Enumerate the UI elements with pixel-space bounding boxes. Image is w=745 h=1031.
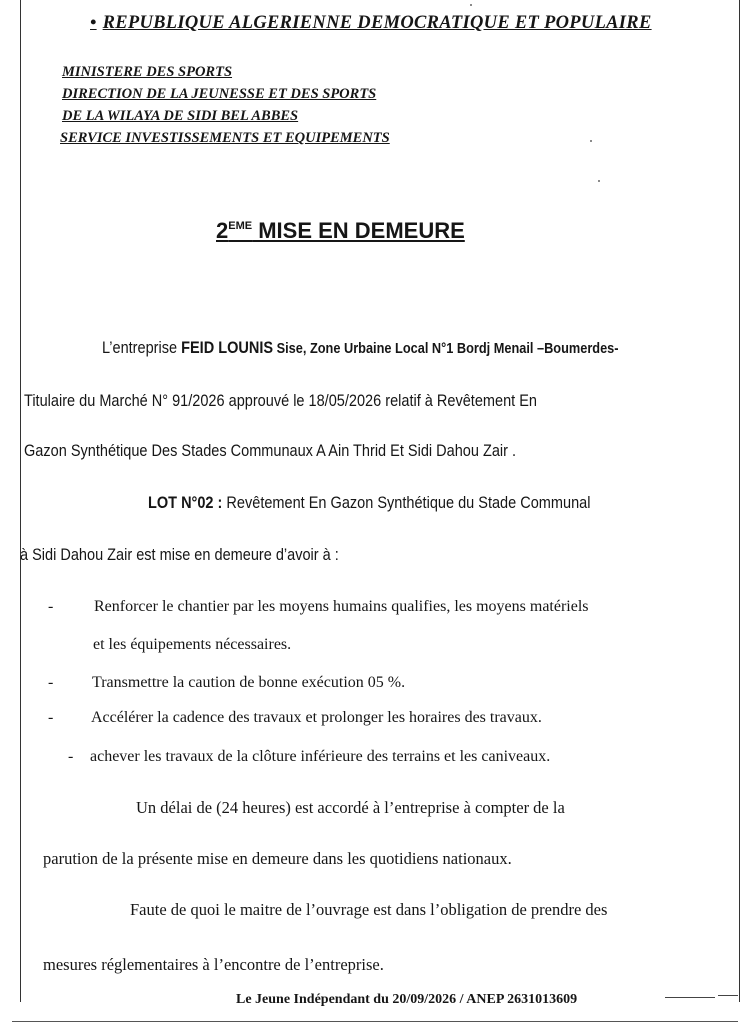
bottom-rule [12,1021,738,1022]
scan-speck [470,4,472,6]
body-line-8: Faute de quoi le maitre de l’ouvrage est dans l’obligation de prendre des [130,900,608,919]
body-line-7: parution de la présente mise en demeure dans les quotidiens nationaux. [43,849,512,868]
republic-heading: • REPUBLIQUE ALGERIENNE DEMOCRATIQUE ET POPULAIRE [90,12,652,33]
scan-speck [590,140,592,142]
corner-rule [718,995,738,996]
ministry-line-4: SERVICE INVESTISSEMENTS ET EQUIPEMENTS [60,130,390,146]
body-line-1: L’entreprise FEID LOUNIS Sise, Zone Urbaine Local N°1 Bordj Menail –Boumerdes- [102,339,619,357]
body-line-6: Un délai de (24 heures) est accordé à l’entreprise à compter de la [136,798,565,817]
body-line-9: mesures réglementaires à l’encontre de l’entreprise. [43,955,384,974]
footer-rule [665,997,715,998]
scan-speck [598,180,600,182]
body-line-2: Titulaire du Marché N° 91/2026 approuvé le 18/05/2026 relatif à Revêtement En [24,392,537,410]
ministry-line-2: DIRECTION DE LA JEUNESSE ET DES SPORTS [62,86,377,102]
body-line-4: LOT N°02 : Revêtement En Gazon Synthétique du Stade Communal [148,494,591,512]
notice-title: 2EME MISE EN DEMEURE [216,218,465,243]
body-line-5: à Sidi Dahou Zair est mise en demeure d’avoir à : [20,546,339,564]
body-line-3: Gazon Synthétique Des Stades Communaux A Ain Thrid Et Sidi Dahou Zair . [24,442,517,460]
publication-footer: Le Jeune Indépendant du 20/09/2026 / ANEP 2631013609 [228,992,585,1008]
bullet-dot-icon: • [90,12,97,32]
ministry-line-1: MINISTERE DES SPORTS [62,64,233,80]
ministry-line-3: DE LA WILAYA DE SIDI BEL ABBES [62,108,299,124]
